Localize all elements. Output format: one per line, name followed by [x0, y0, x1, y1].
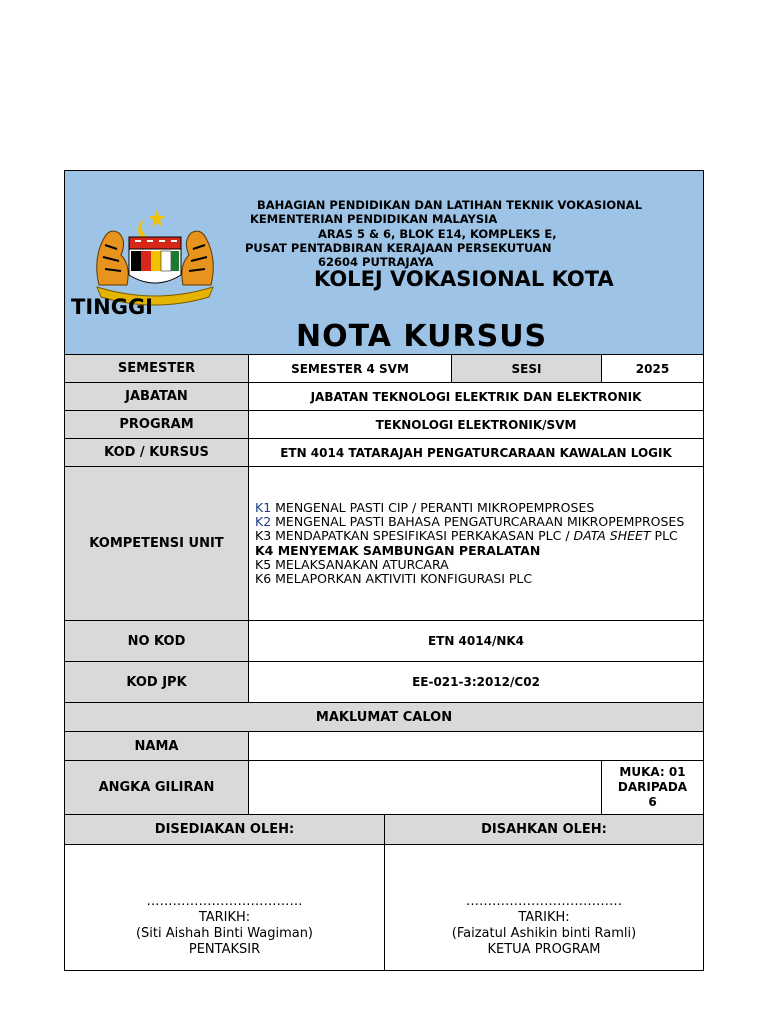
header-banner: [65, 171, 703, 355]
kompetensi-k1: K1 MENGENAL PASTI CIP / PERANTI MIKROPEMPROSES: [255, 499, 595, 515]
signature-line: ………………………………: [146, 893, 303, 909]
kompetensi-k4: K4 MENYEMAK SAMBUNGAN PERALATAN: [255, 542, 541, 558]
kod-kursus-label: KOD / KURSUS: [65, 439, 249, 467]
kompetensi-list: [249, 467, 703, 621]
kompetensi-k6: K6 MELAPORKAN AKTIVITI KONFIGURASI PLC: [255, 570, 533, 586]
jabatan-label: JABATAN: [65, 383, 249, 411]
program-value: TEKNOLOGI ELEKTRONIK/SVM: [249, 411, 703, 439]
signatory-name: (Siti Aishah Binti Wagiman): [135, 925, 314, 941]
college-name: KOLEJ VOKASIONAL KOTA: [314, 267, 614, 291]
address-line-2: KEMENTERIAN PENDIDIKAN MALAYSIA: [250, 212, 498, 226]
no-kod-value: ETN 4014/NK4: [249, 621, 703, 662]
nama-label: NAMA: [65, 732, 249, 761]
address-line-5: 62604 PUTRAJAYA: [318, 255, 434, 269]
sesi-label: SESI: [452, 355, 602, 383]
program-label: PROGRAM: [65, 411, 249, 439]
nama-field[interactable]: [249, 732, 703, 761]
date-label: TARIKH:: [518, 909, 570, 925]
no-kod-label: NO KOD: [65, 621, 249, 662]
jabatan-value: JABATAN TEKNOLOGI ELEKTRIK DAN ELEKTRONIK: [249, 383, 703, 411]
address-line-1: BAHAGIAN PENDIDIKAN DAN LATIHAN TEKNIK VOKASIONAL: [257, 198, 643, 212]
date-label: TARIKH:: [198, 909, 251, 925]
kompetensi-k3: K3 MENDAPATKAN SPESIFIKASI PERKAKASAN PLC / DATA SHEET PLC: [255, 528, 678, 544]
malaysia-coat-of-arms-icon: [91, 205, 219, 307]
address-line-3: ARAS 5 & 6, BLOK E14, KOMPLEKS E,: [318, 227, 557, 241]
address-line-4: PUSAT PENTADBIRAN KERAJAAN PERSEKUTUAN: [245, 241, 552, 255]
kod-jpk-label: KOD JPK: [65, 662, 249, 703]
document-title: NOTA KURSUS: [296, 319, 548, 354]
signature-line: ………………………………: [466, 893, 622, 909]
approved-by-signature: [385, 845, 703, 970]
semester-value: SEMESTER 4 SVM: [249, 355, 452, 383]
course-note-document: [64, 170, 704, 971]
prepared-by-signature: [65, 845, 385, 970]
disediakan-oleh-label: DISEDIAKAN OLEH:: [65, 815, 385, 845]
kod-jpk-value: EE-021-3:2012/C02: [249, 662, 703, 703]
maklumat-calon-heading: MAKLUMAT CALON: [65, 703, 703, 732]
signatory-name: (Faizatul Ashikin binti Ramli): [451, 925, 637, 941]
disahkan-oleh-label: DISAHKAN OLEH:: [385, 815, 703, 845]
kod-kursus-value: ETN 4014 TATARAJAH PENGATURCARAAN KAWALAN LOGIK: [249, 439, 703, 467]
kompetensi-label: KOMPETENSI UNIT: [65, 467, 249, 621]
signatory-role: KETUA PROGRAM: [487, 941, 601, 957]
sesi-value: 2025: [602, 355, 703, 383]
angka-giliran-label: ANGKA GILIRAN: [65, 761, 249, 815]
signatory-role: PENTAKSIR: [188, 941, 261, 957]
kompetensi-k2: K2 MENGENAL PASTI BAHASA PENGATURCARAAN MIKROPEMPROSES: [255, 514, 685, 530]
college-name-continued: TINGGI: [71, 295, 154, 319]
kompetensi-k5: K5 MELAKSANAKAN ATURCARA: [255, 556, 449, 572]
semester-label: SEMESTER: [65, 355, 249, 383]
angka-giliran-field[interactable]: [249, 761, 602, 815]
page-number: MUKA: 01 DARIPADA 6: [602, 761, 703, 815]
